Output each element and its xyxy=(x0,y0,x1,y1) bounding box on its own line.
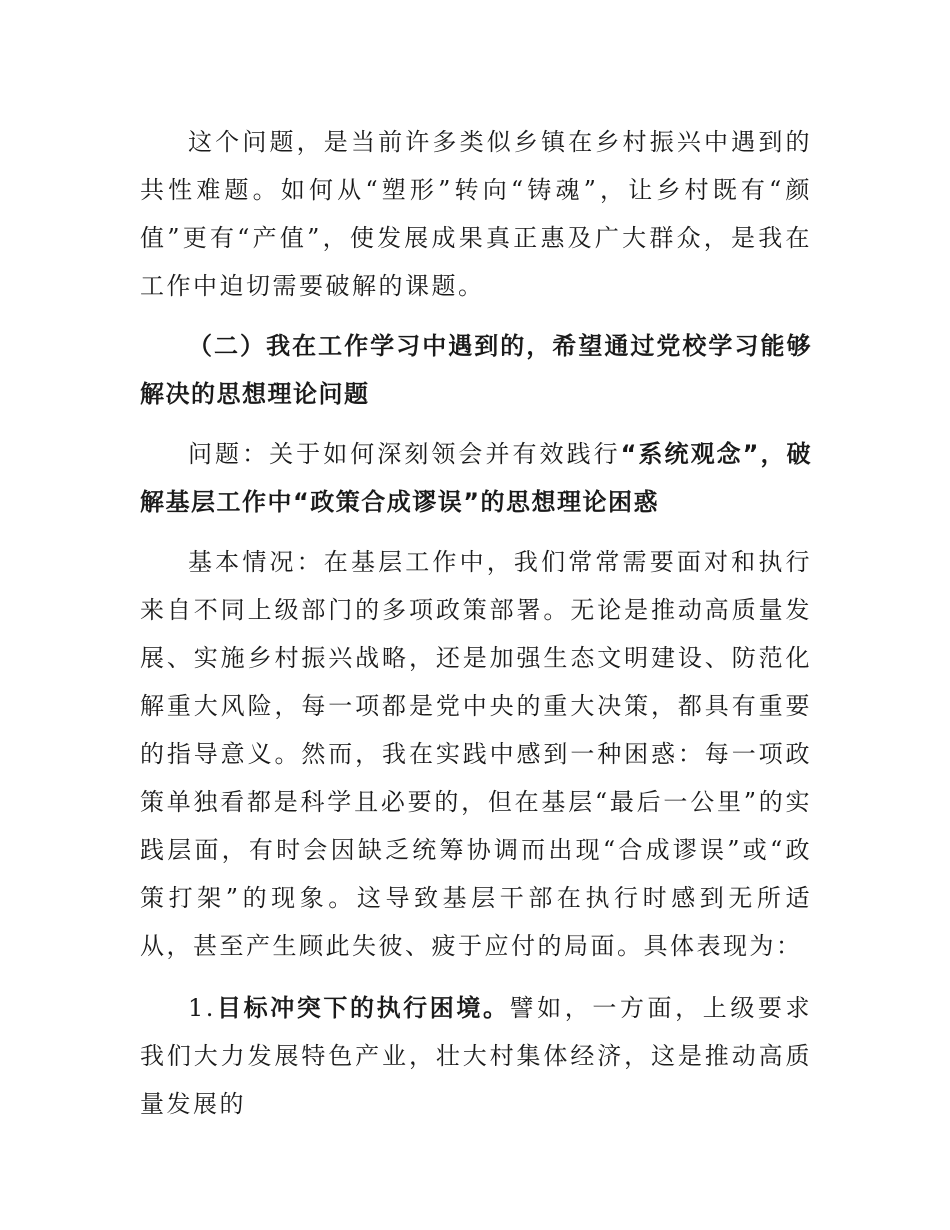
question-paragraph xyxy=(140,430,812,526)
section-heading: （二）我在工作学习中遇到的，希望通过党校学习能够解决的思想理论问题 xyxy=(140,332,812,408)
list-item-text: 譬如，一方面，上级要求我们大力发展特色产业，壮大村集体经济，这是推动高质量发展的 xyxy=(140,994,813,1118)
document-page xyxy=(140,118,812,1128)
body-paragraph: 这个问题，是当前许多类似乡镇在乡村振兴中遇到的共性难题。如何从“塑形”转向“铸魂”，让乡村既有“颜值”更有“产值”，使发展成果真正惠及广大群众，是我在工作中迫切需要破解的课题。 xyxy=(140,128,812,300)
list-item xyxy=(140,984,812,1128)
basic-situation-paragraph: 基本情况：在基层工作中，我们常常需要面对和执行来自不同上级部门的多项政策部署。无论是推动高质量发展、实施乡村振兴战略，还是加强生态文明建设、防范化解重大风险，每一项都是党中央的重大决策，都具有重要的指导意义。然而，我在实践中感到一种困惑：每一项政策单独看都是科学且必要的，但在基层“最后一公里”的实践层面，有时会因缺乏统筹协调而出现“合成谬误”或“政策打架”的现象。这导致基层干部在执行时感到无所适从，甚至产生顾此失彼、疲于应付的局面。具体表现为： xyxy=(140,548,812,960)
question-label: 问题：关于如何深刻领会并有效践行 xyxy=(188,440,621,468)
list-item-number: 1. xyxy=(188,994,216,1022)
list-item-title: 目标冲突下的执行困境。 xyxy=(215,994,510,1022)
question-emphasis: “系统观念”，破解基层工作中“政策合成谬误”的思想理论困惑 xyxy=(140,440,813,516)
